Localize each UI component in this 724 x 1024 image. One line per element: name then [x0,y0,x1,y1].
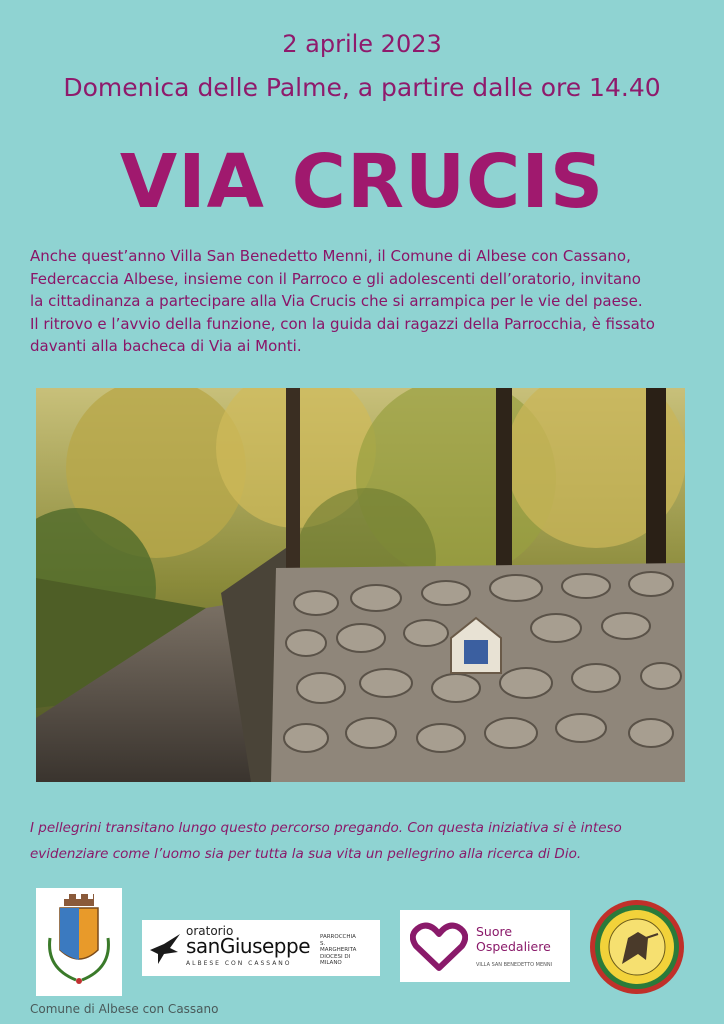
intro-paragraph [30,245,698,358]
intro-line: Il ritrovo e l’avvio della funzione, con la guida dai ragazzi della Parrocchia, è fissato [30,314,655,333]
suore-name: Suore Ospedaliere [476,924,551,954]
event-subtitle: Domenica delle Palme, a partire dalle ore 14.40 [63,73,661,102]
coat-of-arms-icon [36,888,122,996]
closing-paragraph [30,815,710,867]
federcaccia-seal-logo [588,898,686,996]
oratorio-name: sanGiuseppe [186,934,311,958]
oratorio-parish: PARROCCHIA S. MARGHERITA DIOCESI DI MILANO [320,934,357,966]
oratorio-location: ALBESE CON CASSANO [186,960,292,967]
heart-icon [410,922,468,972]
comune-caption: Comune di Albese con Cassano [30,1002,219,1016]
dove-icon [148,930,182,966]
closing-line: I pellegrini transitano lungo questo percorso pregando. Con questa iniziativa si è inteso [30,820,622,836]
intro-line: Anche quest’anno Villa San Benedetto Menni, il Comune di Albese con Cassano, [30,247,631,265]
oratorio-label: oratorio [186,924,234,938]
closing-line: evidenziare come l’uomo sia per tutta la sua vita un pellegrino alla ricerca di Dio. [30,846,582,862]
event-date: 2 aprile 2023 [282,30,442,58]
suore-ospedaliere-logo [400,910,570,982]
oratorio-san-giuseppe-logo [142,920,380,976]
stone-wall-path-photo [36,388,685,782]
page-title: VIA CRUCIS [119,139,605,225]
federcaccia-seal-icon [588,898,686,996]
comune-coat-of-arms-logo [36,888,122,996]
suore-location: VILLA SAN BENEDETTO MENNI [476,962,553,968]
intro-line: davanti alla bacheca di Via ai Monti. [30,337,302,355]
intro-line: Federcaccia Albese, insieme con il Parroco e gli adolescenti dell’oratorio, invitano [30,269,641,288]
photo-illustration [36,388,685,782]
intro-line: la cittadinanza a partecipare alla Via Crucis che si arrampica per le vie del paese. [30,292,643,310]
